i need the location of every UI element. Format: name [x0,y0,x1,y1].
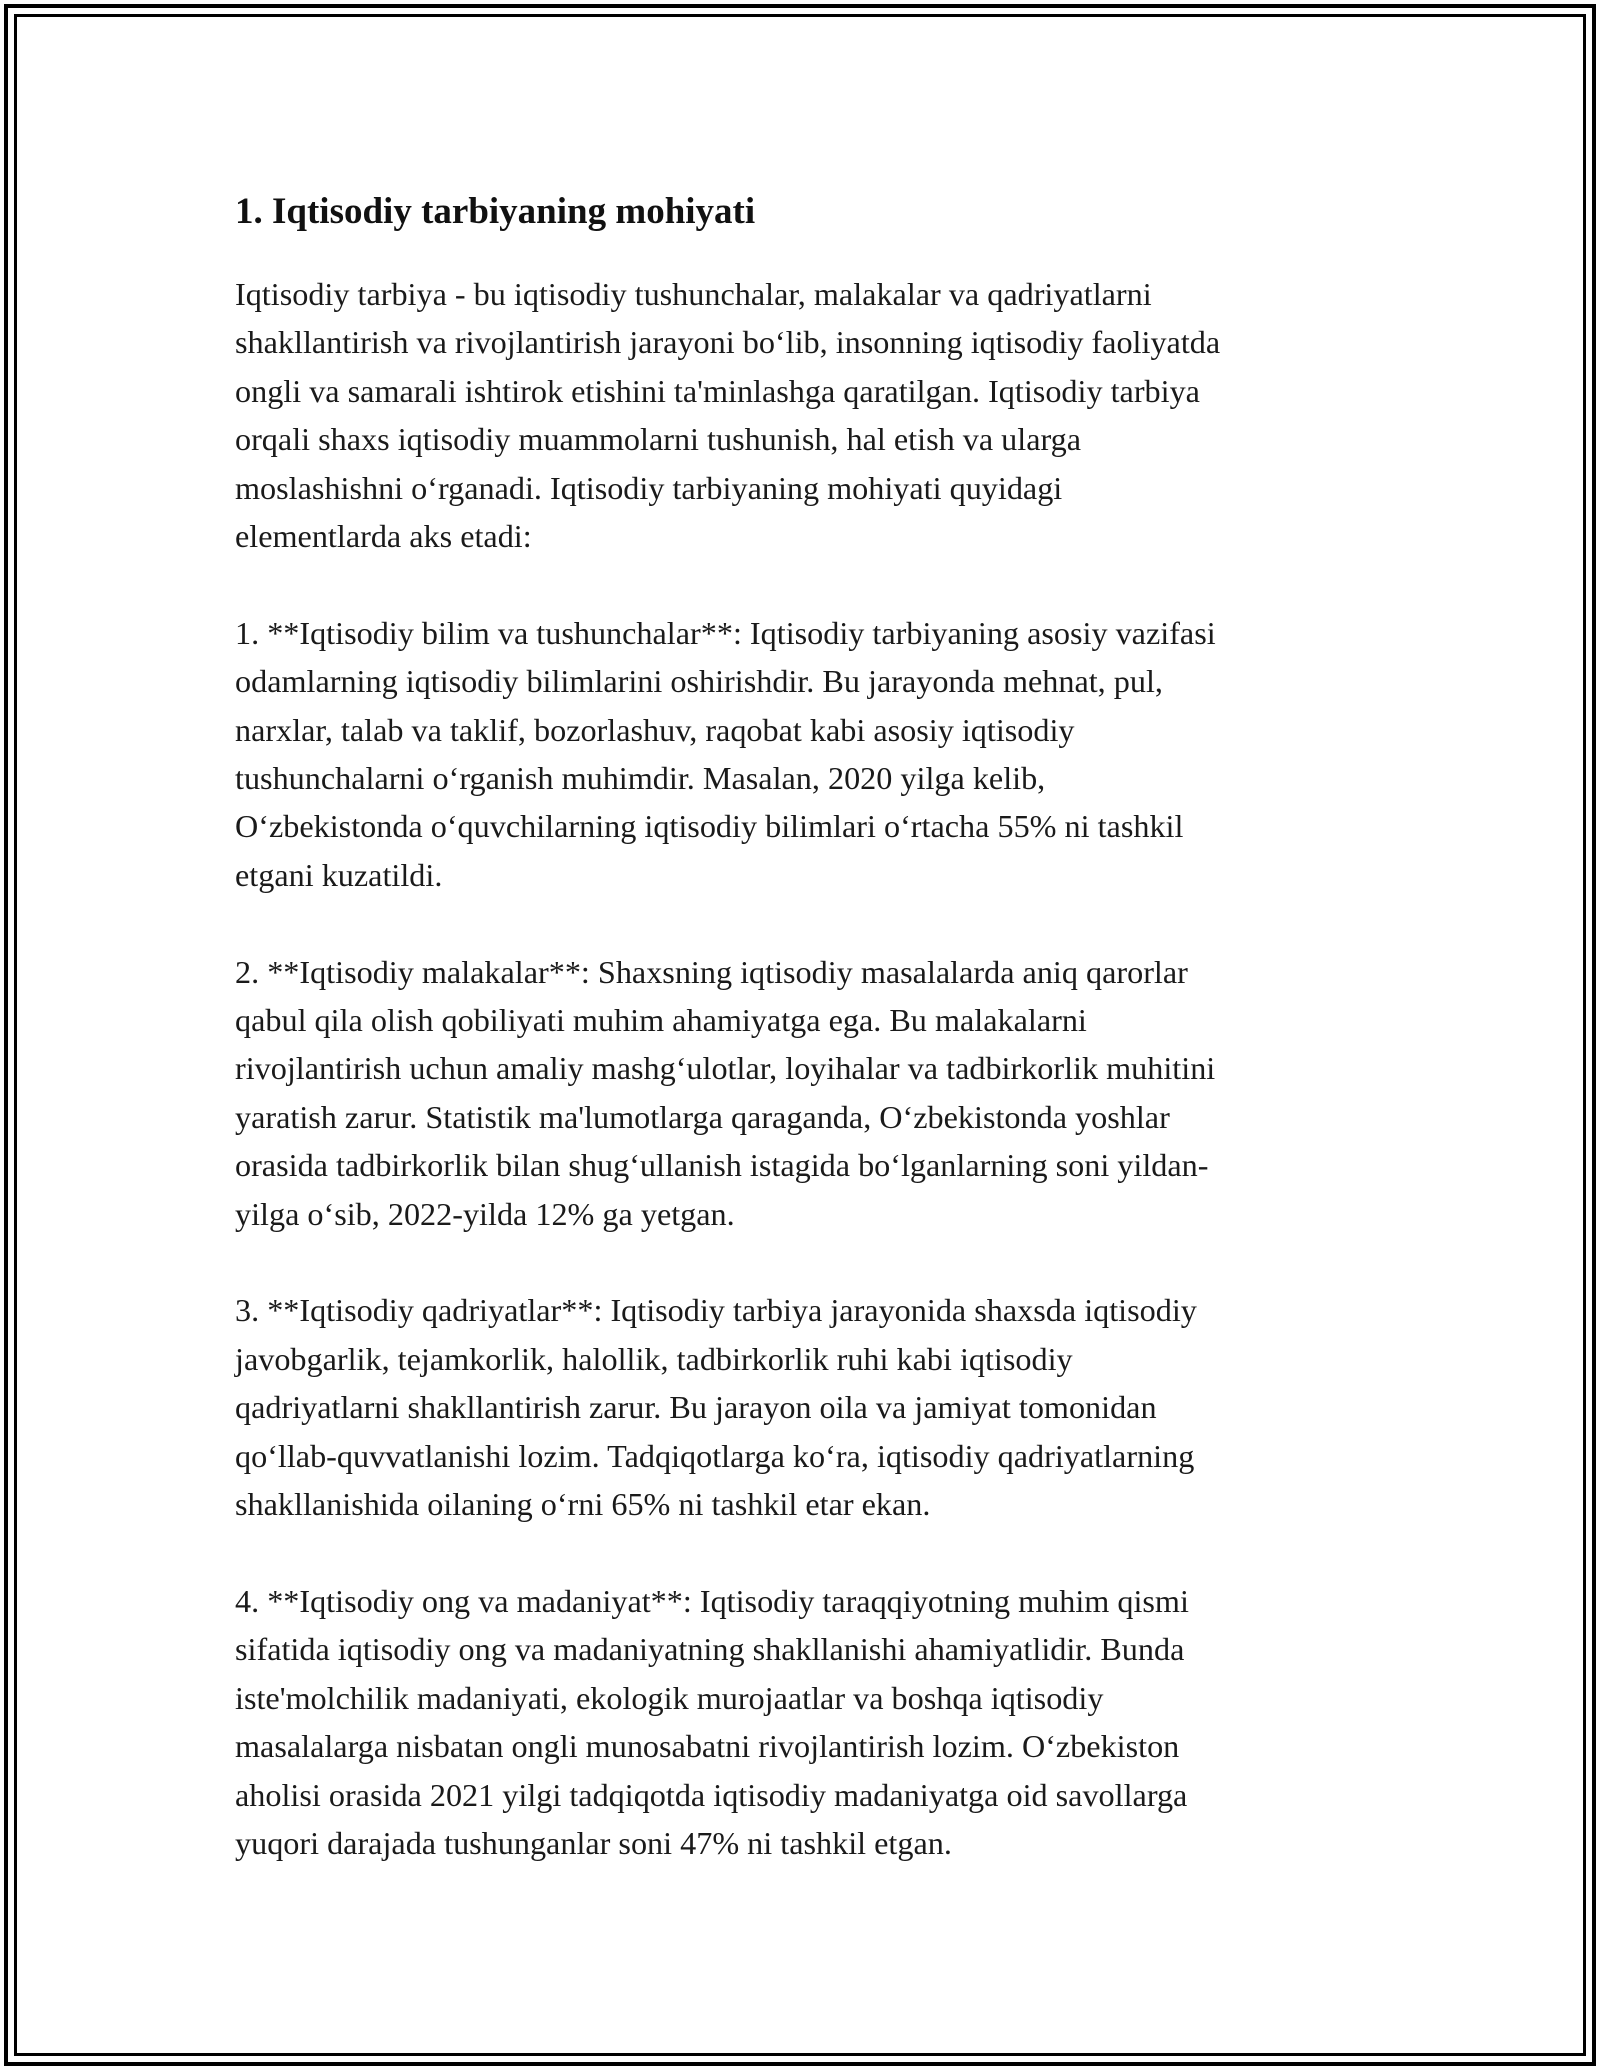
text-line: moslashishni o‘rganadi. Iqtisodiy tarbiyaning mohiyati quyidagi [235,469,1063,506]
text-line: orqali shaxs iqtisodiy muammolarni tushunish, hal etish va ularga [235,421,1082,458]
text-line: yaratish zarur. Statistik ma'lumotlarga qaraganda, O‘zbekistonda yoshlar [235,1098,1170,1135]
text-line: shakllanishida oilaning o‘rni 65% ni tashkil etar ekan. [235,1486,931,1523]
text-line: tushunchalarni o‘rganish muhimdir. Masalan, 2020 yilga kelib, [235,760,1046,797]
text-line: sifatida iqtisodiy ong va madaniyatning shakllanishi ahamiyatlidir. Bunda [235,1631,1185,1668]
section-heading: 1. Iqtisodiy tarbiyaning mohiyati [235,191,756,232]
text-line: 1. **Iqtisodiy bilim va tushunchalar**: Iqtisodiy tarbiyaning asosiy vazifasi [235,614,1216,651]
list-item-paragraph-2 [235,948,1365,1238]
paragraph-spacer [235,560,1365,608]
text-line: shakllantirish va rivojlantirish jarayoni bo‘lib, insonning iqtisodiy faoliyatda [235,324,1221,361]
text-line: 4. **Iqtisodiy ong va madaniyat**: Iqtisodiy taraqqiyotning muhim qismi [235,1582,1189,1619]
list-item-paragraph-1 [235,609,1365,899]
text-line: elementlarda aks etadi: [235,518,532,555]
text-line: orasida tadbirkorlik bilan shug‘ullanish istagida bo‘lganlarning soni yildan- [235,1147,1209,1184]
paragraph-spacer [235,1238,1365,1286]
text-line: ongli va samarali ishtirok etishini ta'minlashga qaratilgan. Iqtisodiy tarbiya [235,372,1200,409]
text-line: rivojlantirish uchun amaliy mashg‘ulotlar, loyihalar va tadbirkorlik muhitini [235,1050,1216,1087]
text-line: iste'molchilik madaniyati, ekologik murojaatlar va boshqa iqtisodiy [235,1679,1104,1716]
text-line: yuqori darajada tushunganlar soni 47% ni tashkil etgan. [235,1824,952,1861]
list-item-paragraph-3 [235,1286,1365,1528]
list-item-paragraph-4 [235,1577,1365,1867]
paragraph-spacer [235,1529,1365,1577]
text-line: narxlar, talab va taklif, bozorlashuv, raqobat kabi asosiy iqtisodiy [235,711,1075,748]
paragraph-spacer [235,899,1365,947]
text-line: qo‘llab-quvvatlanishi lozim. Tadqiqotlarga ko‘ra, iqtisodiy qadriyatlarning [235,1437,1195,1474]
text-line: Iqtisodiy tarbiya - bu iqtisodiy tushunchalar, malakalar va qadriyatlarni [235,276,1152,312]
text-line: etgani kuzatildi. [235,856,443,893]
text-line: yilga o‘sib, 2022-yilda 12% ga yetgan. [235,1195,735,1232]
text-line: 2. **Iqtisodiy malakalar**: Shaxsning iqtisodiy masalalarda aniq qarorlar [235,953,1188,990]
text-line: masalalarga nisbatan ongli munosabatni rivojlantirish lozim. O‘zbekiston [235,1728,1180,1765]
document-body [235,188,1365,1867]
text-line: 3. **Iqtisodiy qadriyatlar**: Iqtisodiy tarbiya jarayonida shaxsda iqtisodiy [235,1292,1197,1329]
text-line: qabul qila olish qobiliyati muhim ahamiyatga ega. Bu malakalarni [235,1002,1087,1039]
paragraph-list [235,270,1365,1867]
intro-paragraph [235,270,1365,560]
text-line: javobgarlik, tejamkorlik, halollik, tadbirkorlik ruhi kabi iqtisodiy [235,1340,1073,1377]
text-line: O‘zbekistonda o‘quvchilarning iqtisodiy bilimlari o‘rtacha 55% ni tashkil [235,808,1184,845]
text-line: odamlarning iqtisodiy bilimlarini oshirishdir. Bu jarayonda mehnat, pul, [235,663,1163,700]
text-line: aholisi orasida 2021 yilgi tadqiqotda iqtisodiy madaniyatga oid savollarga [235,1776,1188,1813]
text-line: qadriyatlarni shakllantirish zarur. Bu jarayon oila va jamiyat tomonidan [235,1389,1157,1426]
